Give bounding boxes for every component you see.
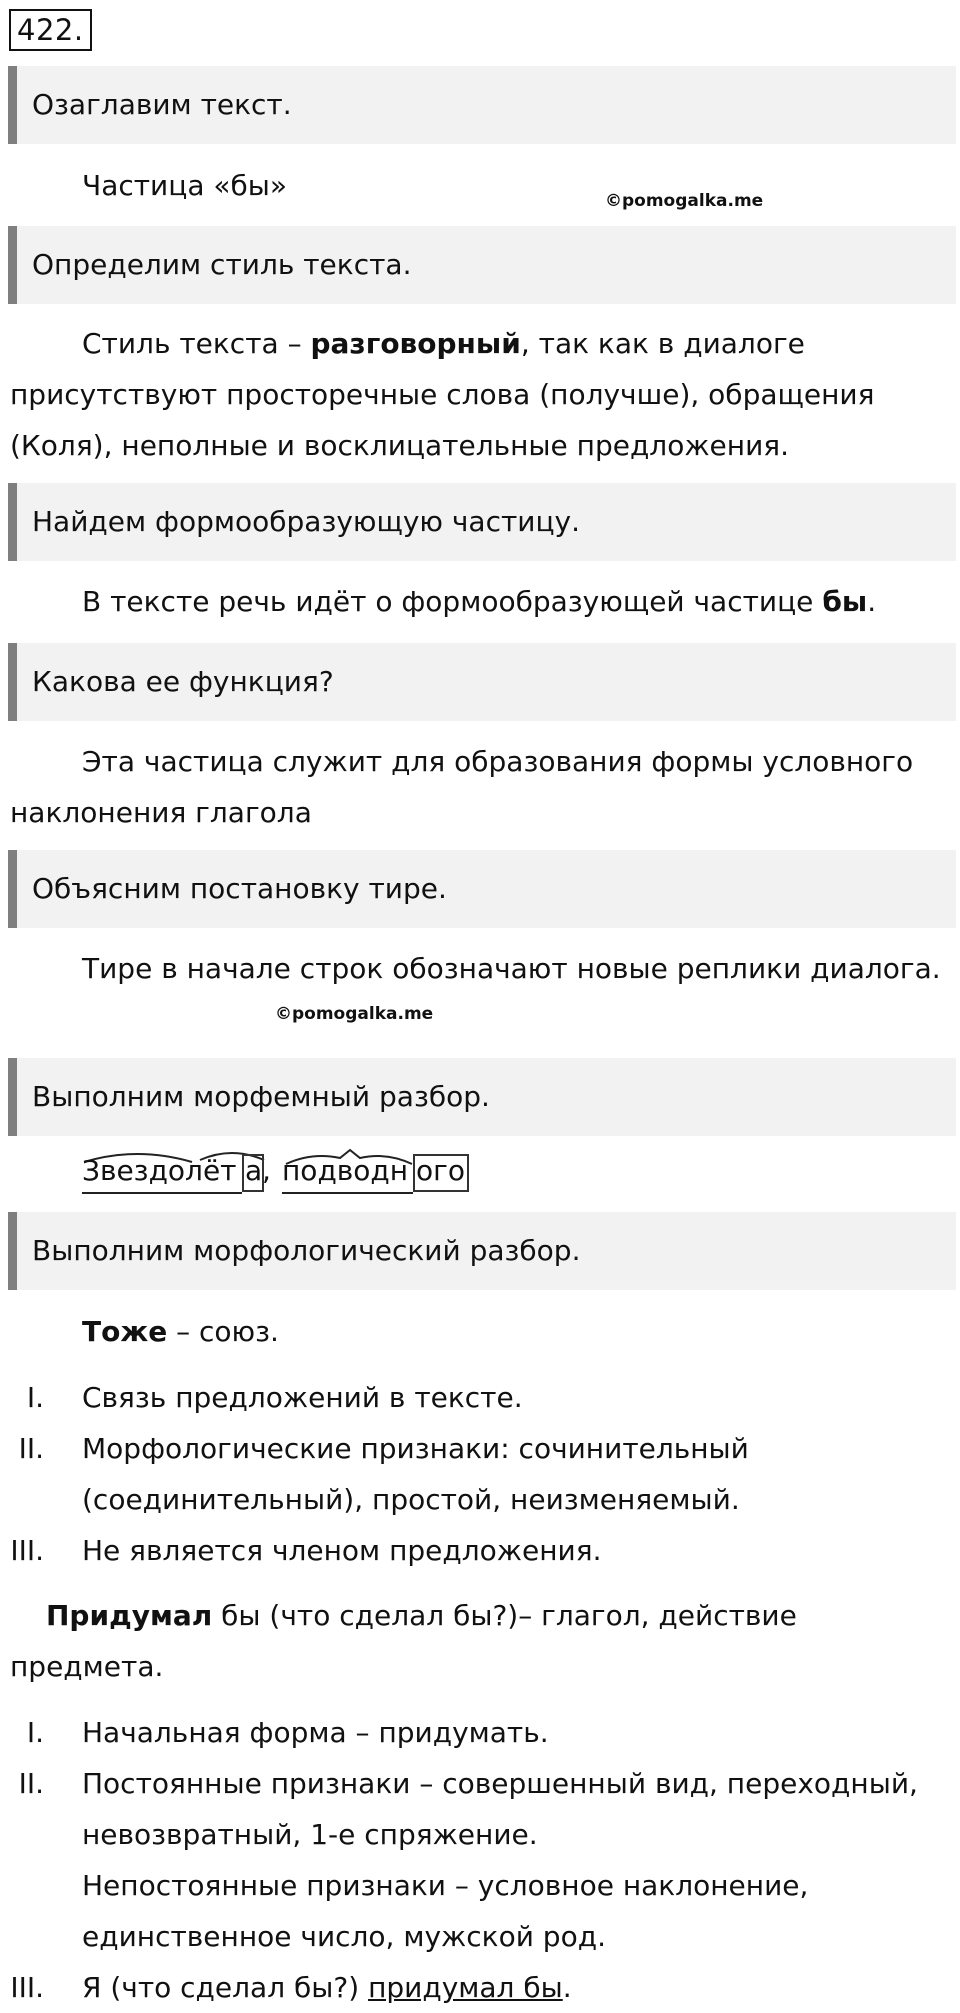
tozhe-heading	[82, 1306, 279, 1357]
list-number: II.	[18, 1767, 44, 1800]
list-item: Не является членом предложения.	[82, 1534, 602, 1567]
list-item: Связь предложений в тексте.	[82, 1381, 523, 1414]
word2-stem: подводн	[282, 1154, 409, 1187]
list-number: III.	[10, 1971, 44, 2004]
list-number: II.	[18, 1432, 44, 1465]
list-item: Начальная форма – придумать.	[82, 1716, 549, 1749]
list-item	[82, 1962, 950, 2013]
section-header-label: Определим стиль текста.	[32, 248, 412, 281]
pridumal-paragraph	[10, 1590, 950, 1692]
section-header-label: Выполним морфологический разбор.	[32, 1234, 581, 1267]
section-header-label: Выполним морфемный разбор.	[32, 1080, 490, 1113]
stem-underline	[82, 1192, 242, 1194]
word-separator: ,	[262, 1154, 271, 1187]
style-text-post: , так как в диалоге присутствуют просторечные слова (получше), обращения (Коля), неполные и восклицательные предложения.	[10, 327, 875, 462]
stem-underline	[282, 1192, 413, 1194]
particle-bold: бы	[822, 585, 868, 618]
list-item: Непостоянные признаки – условное наклонение, единственное число, мужской род.	[82, 1869, 809, 1953]
item-text-post: .	[562, 1971, 572, 2004]
section-header-dash	[8, 850, 956, 928]
title-text: Частица «бы»	[82, 169, 288, 202]
watermark: ©pomogalka.me	[605, 191, 764, 211]
list-number: III.	[10, 1534, 44, 1567]
task-number: 422.	[9, 9, 92, 51]
section-header-morpheme	[8, 1058, 956, 1136]
tozhe-pos: – союз.	[167, 1315, 279, 1348]
section-header-label: Объясним постановку тире.	[32, 872, 447, 905]
style-text-pre: Стиль текста –	[82, 327, 311, 360]
ending-box	[413, 1154, 469, 1192]
ending-box	[242, 1154, 264, 1192]
style-bold: разговорный	[310, 327, 521, 360]
list-item: Морфологические признаки: сочинительный (соединительный), простой, неизменяемый.	[82, 1432, 749, 1516]
section-header-title	[8, 66, 956, 144]
word1-stem: Звездолёт	[82, 1154, 237, 1187]
particle-text-pre: В тексте речь идёт о формообразующей частице	[82, 585, 823, 618]
item-text-pre: Я (что сделал бы?)	[82, 1971, 369, 2004]
tozhe-word: Тоже	[82, 1315, 168, 1348]
section-header-label: Какова ее функция?	[32, 665, 334, 698]
dash-paragraph: Тире в начале строк обозначают новые реплики диалога.	[82, 952, 941, 985]
section-header-label: Найдем формообразующую частицу.	[32, 505, 581, 538]
particle-text-post: .	[867, 585, 877, 618]
list-number: I.	[26, 1381, 44, 1414]
particle-paragraph	[10, 576, 950, 627]
section-header-style	[8, 226, 956, 304]
pridumal-desc: бы (что сделал бы?)– глагол, действие предмета.	[10, 1599, 797, 1683]
section-header-label: Озаглавим текст.	[32, 88, 292, 121]
morpheme-analysis	[82, 1148, 502, 1196]
word2-ending: ого	[416, 1154, 465, 1187]
word1-ending: а	[245, 1154, 263, 1187]
style-paragraph	[10, 318, 950, 471]
section-header-morphology	[8, 1212, 956, 1290]
function-paragraph: Эта частица служит для образования формы условного наклонения глагола	[10, 745, 914, 829]
watermark: ©pomogalka.me	[275, 1004, 434, 1024]
section-header-function	[8, 643, 956, 721]
list-item: Постоянные признаки – совершенный вид, переходный, невозвратный, 1-е спряжение.	[82, 1767, 918, 1851]
item-underlined: придумал бы	[368, 1971, 563, 2004]
pridumal-word: Придумал	[46, 1599, 213, 1632]
list-number: I.	[26, 1716, 44, 1749]
section-header-particle	[8, 483, 956, 561]
